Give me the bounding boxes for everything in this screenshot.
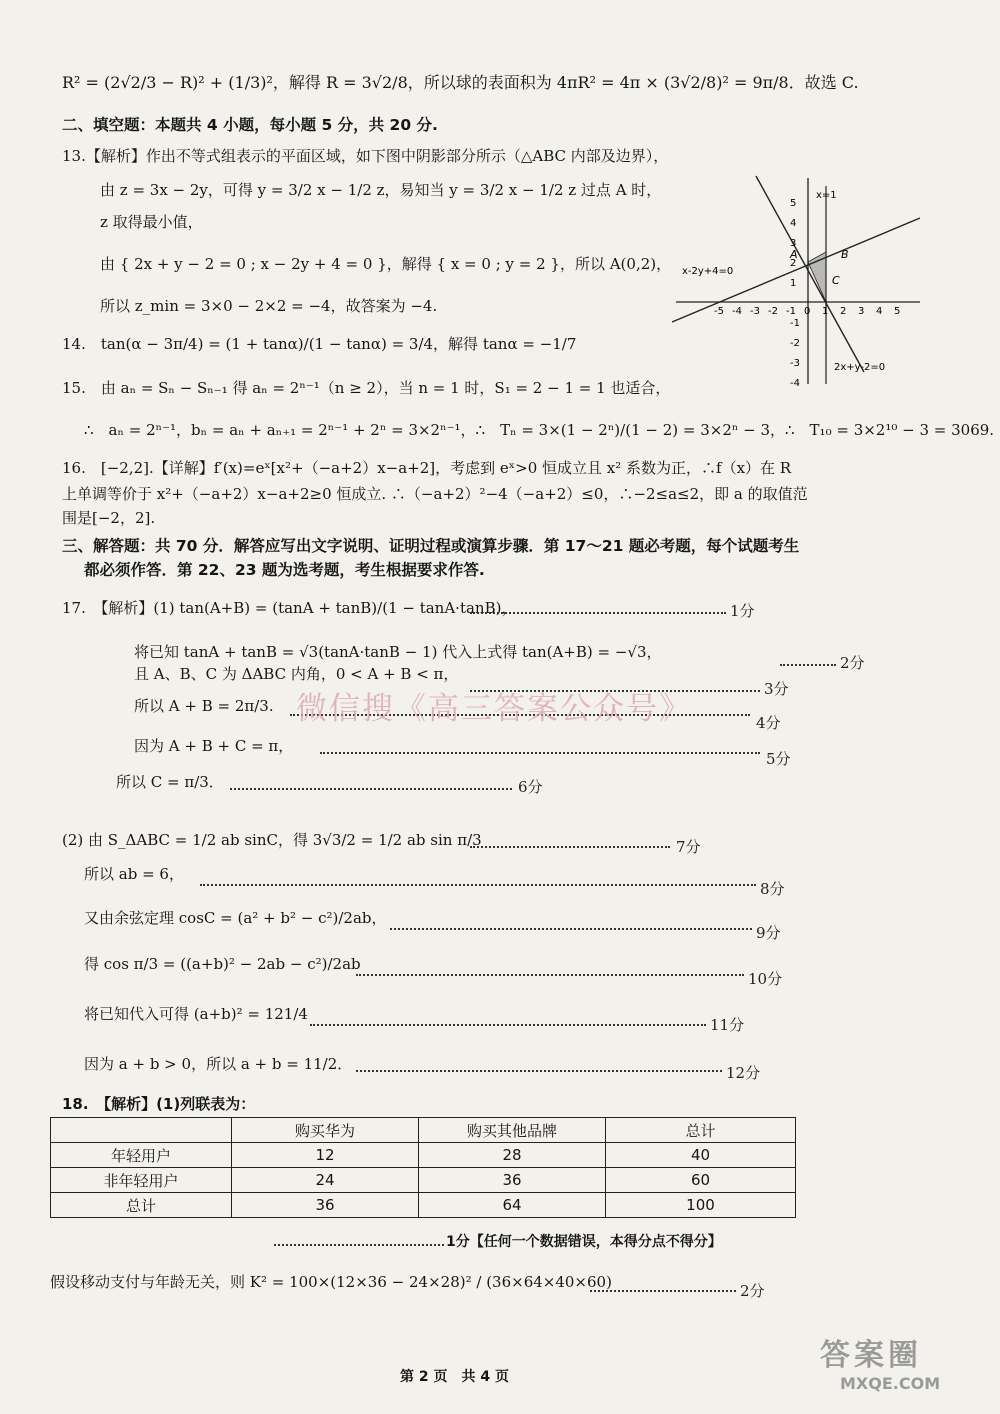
x-tick-label: -1 — [786, 306, 796, 317]
table-row — [51, 1143, 796, 1168]
q17-p9: 又由余弦定理 cosC = (a² + b² − c²)/2ab， — [84, 909, 387, 927]
dot-leader — [470, 612, 726, 614]
dot-leader — [230, 788, 512, 790]
x-tick-label: -2 — [768, 306, 778, 317]
table-header-cell: 总计 — [606, 1118, 796, 1143]
x-tick-label: -4 — [732, 306, 742, 317]
q15-line1: 15. 由 aₙ = Sₙ − Sₙ₋₁ 得 aₙ = 2ⁿ⁻¹（n ≥ 2），当 n = 1 时，S₁ = 2 − 1 = 1 也适合， — [62, 379, 671, 397]
brand-url: MXQE.COM — [840, 1374, 941, 1393]
score-mark: 2分 — [740, 1282, 765, 1300]
brand-watermark — [820, 1330, 980, 1400]
table-cell: 40 — [606, 1143, 796, 1168]
table-cell: 12 — [232, 1143, 419, 1168]
q16-line1: 16. [−2,2].【详解】f′(x)=eˣ[x²+（−a+2）x−a+2]，考虑到 eˣ>0 恒成立且 x² 系数为正，∴f（x）在 R — [62, 459, 792, 477]
y-tick-label: -4 — [790, 378, 800, 386]
watermark-text: 微信搜《高三答案公众号》 — [296, 691, 692, 727]
q18-k2-formula: 假设移动支付与年龄无关，则 K² = 100×(12×36 − 24×28)² / (36×64×40×60) — [50, 1273, 612, 1291]
x-tick-label: 0 — [804, 306, 811, 317]
score-mark: 8分 — [760, 880, 785, 898]
q17-p8: 所以 ab = 6， — [84, 865, 184, 883]
y-tick-label: 1 — [790, 278, 797, 289]
table-cell: 24 — [232, 1168, 419, 1193]
dot-leader — [274, 1244, 444, 1246]
dot-leader — [356, 974, 744, 976]
q18-note: 1分【任何一个数据错误，本得分点不得分】 — [446, 1234, 722, 1250]
table-cell: 年轻用户 — [51, 1143, 232, 1168]
q17-p3: 且 A、B、C 为 ΔABC 内角，0 < A + B < π， — [134, 665, 459, 683]
table-row — [51, 1168, 796, 1193]
contingency-table — [50, 1117, 796, 1218]
table-header-cell: 购买其他品牌 — [419, 1118, 606, 1143]
x-tick-label: -3 — [750, 306, 760, 317]
q13-line5: 所以 z_min = 3×0 − 2×2 = −4，故答案为 −4. — [100, 297, 438, 315]
table-cell: 36 — [419, 1168, 606, 1193]
dot-leader — [390, 928, 752, 930]
x-tick-labels — [714, 306, 900, 317]
table-cell: 36 — [232, 1193, 419, 1218]
q13-line1: 13.【解析】作出不等式组表示的平面区域，如下图中阴影部分所示（△ABC 内部及边界）， — [62, 147, 669, 165]
y-tick-label: -1 — [790, 318, 800, 329]
score-mark: 5分 — [766, 750, 791, 768]
x1-label: x=1 — [816, 190, 837, 201]
x-tick-label: 1 — [822, 306, 829, 317]
section-fill-heading: 二、填空题：本题共 4 小题，每小题 5 分，共 20 分. — [62, 116, 438, 134]
q17-p12: 因为 a + b > 0，所以 a + b = 11/2． — [84, 1055, 353, 1073]
point-b-label: B — [841, 248, 849, 261]
region-graph — [668, 172, 924, 386]
y-tick-labels — [790, 198, 800, 386]
q17-p1: 17. 【解析】(1) tan(A+B) = (tanA + tanB)/(1 − tanA·tanB)， — [62, 599, 517, 617]
score-mark: 10分 — [748, 970, 783, 988]
score-mark: 9分 — [756, 924, 781, 942]
table-cell: 28 — [419, 1143, 606, 1168]
x-tick-label: 4 — [876, 306, 883, 317]
q15-line2: ∴ aₙ = 2ⁿ⁻¹，bₙ = aₙ + aₙ₊₁ = 2ⁿ⁻¹ + 2ⁿ = 3×2ⁿ⁻¹，∴ Tₙ = 3×(1 − 2ⁿ)/(1 − 2) = 3×2ⁿ − 3，∴ T₁₀ = 3×2¹⁰ − 3 = 3069. — [84, 421, 995, 439]
score-mark: 4分 — [756, 714, 781, 732]
dot-leader — [590, 1290, 736, 1292]
q18-intro: 18. 【解析】(1)列联表为： — [62, 1095, 256, 1113]
point-c-label: C — [832, 274, 840, 287]
q13-line4: 由 { 2x + y − 2 = 0 ; x − 2y + 4 = 0 }，解得 { x = 0 ; y = 2 }，所以 A(0,2)， — [100, 255, 672, 273]
y-tick-label: -2 — [790, 338, 800, 349]
table-header-row — [51, 1118, 796, 1143]
score-mark: 1分 — [730, 602, 755, 620]
table-cell: 总计 — [51, 1193, 232, 1218]
y-tick-label: 4 — [790, 218, 797, 229]
table-cell: 100 — [606, 1193, 796, 1218]
y-tick-label: -3 — [790, 358, 800, 369]
x-tick-label: 5 — [894, 306, 901, 317]
dot-leader — [470, 846, 670, 848]
x-tick-label: -5 — [714, 306, 724, 317]
y-tick-label: 5 — [790, 198, 797, 209]
x-tick-label: 2 — [840, 306, 847, 317]
score-mark: 12分 — [726, 1064, 761, 1082]
score-mark: 11分 — [710, 1016, 745, 1034]
line-l2 — [756, 176, 864, 372]
dot-leader — [780, 664, 836, 666]
page-footer: 第 2 页 共 4 页 — [400, 1369, 509, 1385]
y-tick-label: 3 — [790, 238, 797, 249]
q17-p7: (2) 由 S_ΔABC = 1/2 ab sinC，得 3√3/2 = 1/2 ab sin π/3 — [62, 831, 482, 849]
y-tick-label: 2 — [790, 258, 797, 269]
x-tick-label: 3 — [858, 306, 865, 317]
l1-label: x-2y+4=0 — [682, 266, 734, 277]
top-formula-line: R² = (2√2/3 − R)² + (1/3)²，解得 R = 3√2/8，所以球的表面积为 4πR² = 4π × (3√2/8)² = 9π/8．故选 C. — [62, 73, 859, 92]
q16-line3: 围是[−2，2]. — [62, 509, 156, 527]
dot-leader — [356, 1070, 722, 1072]
table-header-cell: 购买华为 — [232, 1118, 419, 1143]
score-mark: 7分 — [676, 838, 701, 856]
table-row — [51, 1193, 796, 1218]
table-header-cell — [51, 1118, 232, 1143]
dot-leader — [200, 884, 756, 886]
dot-leader — [310, 1024, 706, 1026]
section-solve-heading1: 三、解答题：共 70 分．解答应写出文字说明、证明过程或演算步骤．第 17～21 题必考题，每个试题考生 — [62, 537, 800, 555]
dot-leader — [320, 752, 760, 754]
table-cell: 60 — [606, 1168, 796, 1193]
score-mark: 3分 — [764, 680, 789, 698]
table-cell: 64 — [419, 1193, 606, 1218]
q13-line2: 由 z = 3x − 2y，可得 y = 3/2 x − 1/2 z，易知当 y = 3/2 x − 1/2 z 过点 A 时， — [100, 181, 662, 199]
point-a-label: A — [790, 248, 798, 261]
q17-p11: 将已知代入可得 (a+b)² = 121/4 — [84, 1005, 308, 1023]
q17-p6: 所以 C = π/3． — [116, 773, 224, 791]
q17-p5: 因为 A + B + C = π， — [134, 737, 294, 755]
table-cell: 非年轻用户 — [51, 1168, 232, 1193]
q16-line2: 上单调等价于 x²+（−a+2）x−a+2≥0 恒成立. ∴（−a+2）²−4（−a+2）≤0，∴−2≤a≤2，即 a 的取值范 — [62, 485, 808, 503]
q17-p2: 将已知 tanA + tanB = √3(tanA·tanB − 1) 代入上式得 tan(A+B) = −√3， — [134, 643, 662, 661]
q17-p10: 得 cos π/3 = ((a+b)² − 2ab − c²)/2ab — [84, 955, 361, 973]
score-mark: 6分 — [518, 778, 543, 796]
q13-line3: z 取得最小值， — [100, 213, 203, 231]
q17-p4: 所以 A + B = 2π/3. — [134, 697, 274, 715]
shaded-region — [808, 252, 826, 302]
section-solve-heading2: 都必须作答．第 22、23 题为选考题，考生根据要求作答. — [84, 561, 485, 579]
q14-line: 14. tan(α − 3π/4) = (1 + tanα)/(1 − tanα) = 3/4，解得 tanα = −1/7 — [62, 335, 577, 353]
brand-name: 答案圈 — [820, 1338, 922, 1373]
l2-label: 2x+y-2=0 — [834, 362, 886, 373]
score-mark: 2分 — [840, 654, 865, 672]
